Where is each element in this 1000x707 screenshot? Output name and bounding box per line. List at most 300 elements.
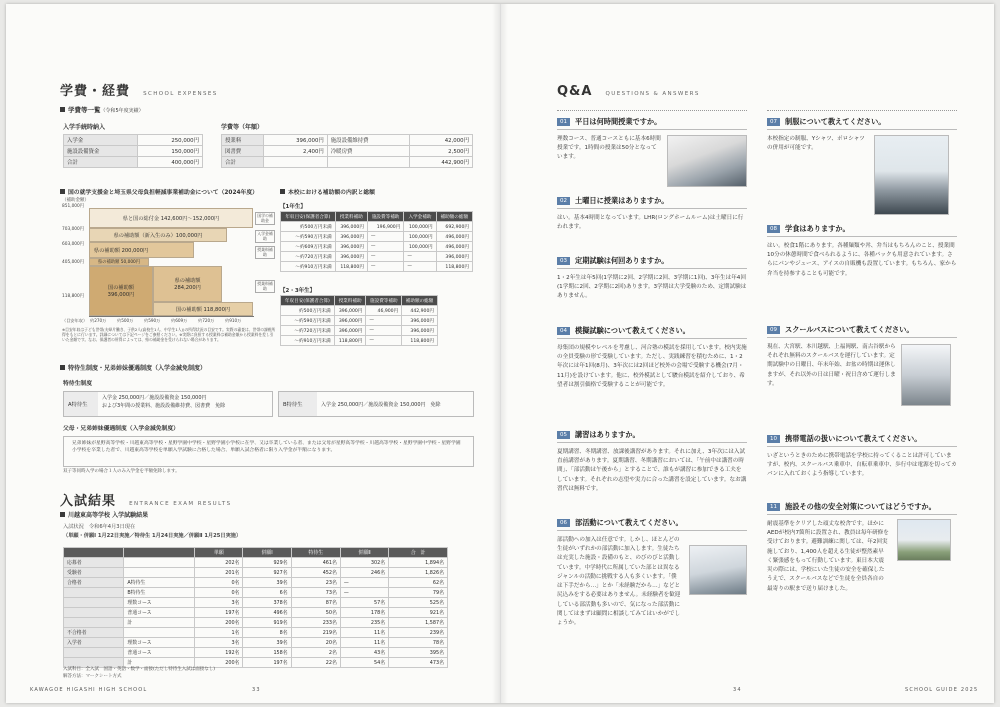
table-cell: — [404, 252, 436, 262]
table-cell: 100,000円 [404, 222, 436, 232]
table-cell: — [367, 232, 403, 242]
table-cell: 302名 [340, 558, 388, 568]
qa-number: 10 [767, 435, 780, 443]
qa-question: 土曜日に授業はありますか。 [575, 196, 669, 205]
school-building-photo [897, 519, 951, 561]
table-cell: 396,000円 [334, 326, 366, 336]
square-bullet-icon [280, 189, 285, 194]
exam-date2: （単願・併願Ⅰ 1月22日実施／特待生 1月24日実施／併願Ⅱ 1月25日実施） [63, 533, 242, 539]
table-cell: 11名 [340, 628, 388, 638]
table-cell: B特待生 [124, 588, 195, 598]
qa-question: 施設その他の安全対策についてはどうですか。 [785, 502, 936, 511]
chart-x-axis [89, 316, 254, 317]
table-cell: — [367, 252, 403, 262]
table-cell: 1名 [195, 628, 243, 638]
table-cell: 授業料 [222, 135, 264, 146]
table-cell: 〜約720万円未満 [281, 252, 336, 262]
scholar-a-text1: 入学金 250,000円／施設設備資金 150,000円 [102, 395, 207, 401]
page-number-left: 33 [252, 687, 261, 693]
qa-question: 平日は何時間授業ですか。 [575, 117, 662, 126]
table-cell: 100,000円 [404, 242, 436, 252]
exam-heading [60, 490, 231, 509]
table-row [64, 658, 448, 668]
qa-question: 模擬試験について教えてください。 [575, 326, 690, 335]
table-cell [264, 157, 327, 168]
table-cell: 1,826名 [389, 568, 448, 578]
exam-note2: 解答方法：マークシート方式 [63, 674, 122, 679]
table-cell [64, 588, 124, 598]
table-cell: 396,000円 [335, 222, 367, 232]
qa-question: 携帯電話の扱いについて教えてください。 [785, 434, 922, 443]
admission-heading: 入学手続時納入 [63, 124, 106, 131]
table-cell: 525名 [389, 598, 448, 608]
qa-number: 03 [557, 257, 570, 265]
ytick: 703,000円 [62, 227, 85, 232]
table-cell: 8名 [243, 628, 291, 638]
qa-question: 部活動について教えてください。 [575, 518, 683, 527]
xtick: 約720万 [198, 318, 215, 323]
table-header: 単願 [195, 548, 243, 558]
table-cell: 396,000円 [436, 252, 472, 262]
qa-answer: 母集団の規模やレベルを考慮し、河合塾の模試を採用しています。校内実施の全員受験の形で受験しています。ただし、実践練習を積むために、1・2年次には年1回(8月)、3年次には2回ほど校外の会場で受験する機会(7月・11月)を設けています。他に、校外模試として駿台模試を紹介しており、希望者は割引価格で受験することが可能です。 [557, 345, 747, 388]
table-cell: — [367, 242, 403, 252]
table-header: 合 計 [389, 548, 448, 558]
chart-bar: 県の補助額 200,000円 [89, 242, 194, 258]
table-cell: 158名 [243, 648, 291, 658]
table-cell: 〜約590万円未満 [281, 316, 335, 326]
chart-bar: 国の補助額 396,000円 [89, 266, 153, 316]
qa-question: スクールバスについて教えてください。 [785, 325, 914, 334]
xtick: 約609万 [171, 318, 188, 323]
table-cell: 43名 [340, 648, 388, 658]
chart-ylabel: （補助金額） [62, 198, 89, 203]
table-row [64, 568, 448, 578]
table-cell: 396,000円 [334, 306, 366, 316]
ytick: 118,800円 [62, 294, 85, 299]
table-cell: 396,000円 [334, 316, 366, 326]
table-cell: 692,900円 [436, 222, 472, 232]
chart-x-ticks [62, 318, 276, 324]
table-cell: 396,000円 [264, 135, 327, 146]
table-row [64, 135, 203, 146]
table-row [281, 326, 438, 336]
scholar-a-text2: および3年間の授業料、施設設備維持費、図書費 免除 [102, 402, 226, 409]
qa-item-10 [767, 434, 957, 480]
table-row [281, 316, 438, 326]
exam-results-table [63, 547, 448, 668]
table-cell: 〜約590万円未満 [281, 232, 336, 242]
table-cell: 496名 [243, 608, 291, 618]
table-cell: 受験者 [64, 568, 124, 578]
table-row [281, 232, 473, 242]
table-header: 年収目安(保護者合算) [281, 296, 335, 306]
table-cell: 79名 [389, 588, 448, 598]
table-header: 併願Ⅰ [243, 548, 291, 558]
table-cell: 図書費 [222, 146, 264, 157]
qa-answer: はい。校食1階にあります。各種麺類や丼、弁当はもちろんのこと、授業間10分の休憩時間で食べられるように、各種パックも用意されています。さらにパンやジュース、アイスの自販機も設置しています。もちろん、家から弁当を持参することも可能です。 [767, 243, 957, 277]
table-cell: — [340, 578, 388, 588]
square-bullet-icon [60, 512, 65, 517]
table-cell: 23名 [291, 578, 340, 588]
table-cell: — [367, 262, 403, 272]
qa-item-05 [557, 430, 747, 494]
table-cell: 施設設備資金 [64, 146, 138, 157]
exam-date1: 入試状況 令和6年4月3日現在 [63, 524, 136, 530]
qa-answer-part1: 部活動への加入は任意です。しかし、ほとんどの生徒がいずれかの部活動に加入します。生徒たちは充実した施設・設備のもと、のびのびと活動しています。中学時代に所属していた部とは異なるジャンルの活動に挑戦する人も多くいます。「僕は下手だから…」とか「未経験だから…」などと尻込みをする必要はありません。未経験者を歓迎している部活動も多いので、気になった部活動に関してはまずは顧問に相談してみてはいかがでしょうか。 [557, 537, 681, 626]
table-cell: 計 [124, 658, 195, 668]
table-cell: 378名 [243, 598, 291, 608]
table-cell: 233名 [291, 618, 340, 628]
table-row [64, 608, 448, 618]
table-cell: 〜約910万円未満 [281, 262, 336, 272]
qa-item-04 [557, 326, 747, 390]
ytick: 405,000円 [62, 260, 85, 265]
qa-item-03 [557, 256, 747, 302]
table-cell: 919名 [243, 618, 291, 628]
table-cell: 197名 [195, 608, 243, 618]
scholar-b-box [278, 391, 474, 417]
qa-answer: 現在、大宮駅、本川越駅、上福岡駅、南古谷駅からそれぞれ無料のスクールバスを運行しています。定期試験中の日曜日、年末年始、お盆の時期は運休しますが、それ以外の日は日曜・祝日含めて運行します。 [767, 344, 896, 387]
sibling-heading: 父母・兄弟姉妹優遇制度（入学金減免制度） [63, 426, 179, 432]
qa-answer: 理数コース、普通コースともに基本6時間授業です。1時間の授業は50分となっています。 [557, 136, 661, 161]
chart-bar: 県の補助額（新入生のみ）100,000円 [89, 228, 227, 242]
table-header: 授業料補助 [334, 296, 366, 306]
xlabel: （目安年収） [62, 318, 88, 323]
table-cell: 42,000円 [409, 135, 472, 146]
ytick: 851,000円 [62, 204, 85, 209]
table-cell: 合計 [222, 157, 264, 168]
scholar-b-text: 入学金 250,000円／施設設備資金 150,000円 免除 [321, 401, 441, 408]
breakdown-table-2-3-year [280, 295, 438, 346]
table-cell: 929名 [243, 558, 291, 568]
breakdown-heading: 本校における補助額の内訳と総額 [280, 187, 375, 196]
table-cell: — [366, 316, 402, 326]
scholar-b-label: B特待生 [279, 392, 317, 416]
table-cell [64, 598, 124, 608]
table-cell: 396,000円 [402, 316, 438, 326]
table-cell: 87名 [291, 598, 340, 608]
table-cell: 0名 [195, 588, 243, 598]
table-cell: 442,900円 [409, 157, 472, 168]
table-cell: 入学金 [64, 135, 138, 146]
qa-number: 04 [557, 327, 570, 335]
table-cell: 入学者 [64, 638, 124, 648]
table-cell: 計 [124, 618, 195, 628]
table-cell [64, 618, 124, 628]
table-row [64, 628, 448, 638]
qa-divider [557, 110, 747, 111]
table-header: 補助額の総額 [436, 212, 472, 222]
table-row [222, 146, 473, 157]
table-row [281, 336, 438, 346]
support-heading: 国の就学支援金と埼玉県父母負担軽減事業補助金について（2024年度） [60, 187, 258, 196]
table-row [64, 638, 448, 648]
table-cell: 普通コース [124, 608, 195, 618]
sibling-text: 兄弟姉妹が星野高等学校・川越東高等学校・星野学園中学校・星野学園小学校に在学、又は卒業している者、または父母が星野高等学校・川越高等学校・星野学園中学校・星野学園小学校を卒業した者で、川越東高等学校を単願入学試験に合格した場合、単願入試合格者に限り入学金が半額になります。 [63, 436, 474, 467]
table-row [64, 618, 448, 628]
table-cell [124, 568, 195, 578]
qa-number: 05 [557, 431, 570, 439]
qa-number: 07 [767, 118, 780, 126]
table-cell: 22名 [291, 658, 340, 668]
support-chart [62, 204, 276, 326]
table-cell: 39名 [243, 578, 291, 588]
table-cell: 11名 [340, 638, 388, 648]
table-cell: — [404, 262, 436, 272]
scholar-sub: 特待生制度 [63, 381, 92, 387]
table-cell: 400,000円 [137, 157, 202, 168]
square-bullet-icon [60, 189, 65, 194]
table-header: 入学金補助 [404, 212, 436, 222]
breakdown-table-first-year [280, 211, 473, 272]
club-activity-photo [689, 545, 747, 595]
page-left [6, 4, 500, 703]
table-cell: 57名 [340, 598, 388, 608]
sibling-note: 双子等同時入学の場合１人のみ入学金を半額免除します。 [63, 469, 180, 474]
xtick: 約270万 [90, 318, 107, 323]
table-cell: 1,587名 [389, 618, 448, 628]
table-cell [64, 608, 124, 618]
table-row [64, 588, 448, 598]
table-cell: 20名 [291, 638, 340, 648]
table-cell: 73名 [291, 588, 340, 598]
table-row [281, 306, 438, 316]
chart-bar: 県と国の総付金 142,600円〜152,000円 [89, 208, 253, 228]
footer-school: KAWAGOE HIGASHI HIGH SCHOOL [30, 687, 148, 693]
table-row [64, 598, 448, 608]
qa-number: 09 [767, 326, 780, 334]
table-cell: 461名 [291, 558, 340, 568]
qa-question: 制服について教えてください。 [785, 117, 886, 126]
table-cell: 396,000円 [335, 242, 367, 252]
table-row [64, 157, 203, 168]
table-cell: 395名 [389, 648, 448, 658]
table-row [281, 222, 473, 232]
brochure-spread [6, 4, 994, 703]
table-row [222, 157, 473, 168]
table-row [64, 558, 448, 568]
table-cell: 2,400円 [264, 146, 327, 157]
exam-note1: 入試科目：全入試 国語・英語・数学・面接(ただし特待生入試は面接なし) [63, 667, 216, 672]
table-cell: 396,000円 [402, 326, 438, 336]
table-cell: 219名 [291, 628, 340, 638]
table-cell: 54名 [340, 658, 388, 668]
table-cell [64, 648, 124, 658]
table-cell: 3名 [195, 638, 243, 648]
table-cell: 6名 [243, 588, 291, 598]
table-row [281, 262, 473, 272]
table-cell: 118,800円 [402, 336, 438, 346]
scholar-heading: 特待生制度・兄弟姉妹優遇制度（入学金減免制度） [60, 363, 206, 372]
table-cell: 396,000円 [335, 252, 367, 262]
table-cell: 46,900円 [366, 306, 402, 316]
xtick: 約910万 [225, 318, 242, 323]
table-cell: 473名 [389, 658, 448, 668]
table-cell: 〜約609万円未満 [281, 242, 336, 252]
table-cell: 理数コース [124, 638, 195, 648]
breakdown-sub1: 【1年生】 [280, 204, 306, 210]
classroom-photo [667, 135, 747, 187]
table-cell: 約500万円未満 [281, 306, 335, 316]
table-cell: 235名 [340, 618, 388, 628]
qa-item-08 [767, 224, 957, 279]
table-cell: 〜約720万円未満 [281, 326, 335, 336]
table-cell: A特待生 [124, 578, 195, 588]
scholar-a-label: A特待生 [64, 392, 98, 416]
chart-side-label: 授業料補助 [255, 280, 275, 293]
ytick: 603,000円 [62, 242, 85, 247]
table-cell: 合計 [64, 157, 138, 168]
table-cell: 201名 [195, 568, 243, 578]
table-row [281, 252, 473, 262]
chart-side-label: 入学金補助 [255, 230, 275, 243]
square-bullet-icon [60, 365, 65, 370]
table-cell: 62名 [389, 578, 448, 588]
table-cell: 3名 [195, 598, 243, 608]
table-header: 年収目安(保護者合算) [281, 212, 336, 222]
table-cell: 200名 [195, 658, 243, 668]
table-cell: 239名 [389, 628, 448, 638]
table-cell: 200名 [195, 618, 243, 628]
table-cell: 合格者 [64, 578, 124, 588]
chart-side-label: 国学の補助金 [255, 212, 275, 225]
page-right [500, 4, 994, 703]
table-header: 特待生 [291, 548, 340, 558]
table-header: 補助額の総額 [402, 296, 438, 306]
xtick: 約500万 [117, 318, 134, 323]
table-cell: 2名 [291, 648, 340, 658]
table-cell: 496,000円 [436, 242, 472, 252]
admission-fee-table [63, 134, 203, 168]
qa-answer: 耐震基準をクリアした頑丈な校舎です。ほかにAEDが校内7箇所に設置され、教員は毎年研修を受けております。避難訓練に関しては、年2回実施しており、1,400人を超える生徒が整然素早く緊張感をもって行動しています。東日本大震災の際には、学校にいた生徒の安全を確保したうえで、スクールバスなどで生徒を全員各自の最寄りの駅まで送り届けました。 [767, 521, 889, 592]
table-cell: 178名 [340, 608, 388, 618]
chart-bar: 県の補助額 50,000円 [89, 258, 149, 266]
chart-side-label: 授業料補助 [255, 246, 275, 259]
table-cell: 118,800円 [334, 336, 366, 346]
qa-answer: いざというときのために携帯電話を学校に持ってくることは許可していますが、校内、スクールバス乗車中、自転車乗車中、歩行中は電源を切ってカバンに入れておくよう指導しています。 [767, 453, 957, 478]
qa-title: Q&A [557, 84, 593, 99]
exam-title: 入試結果 [60, 494, 117, 509]
table-cell: 応募者 [64, 558, 124, 568]
table-header: 施設費等補助 [367, 212, 403, 222]
expenses-title-en: SCHOOL EXPENSES [143, 91, 218, 97]
fees-heading: 学費等一覧（令和5年度実績） [60, 105, 144, 114]
qa-number: 02 [557, 197, 570, 205]
qa-number: 01 [557, 118, 570, 126]
table-cell: 192名 [195, 648, 243, 658]
table-cell [64, 658, 124, 668]
table-cell: 78名 [389, 638, 448, 648]
qa-question: 定期試験は何回ありますか。 [575, 256, 669, 265]
expenses-title: 学費・経費 [60, 84, 131, 99]
chart-notes: ※目安年収は子ども世帯(夫婦片働き、子供2人(高校生1人、中学生1人))の所得状況の目安です。実際の審査は、世帯の課税所得をもとに行います。詳細については下記ページをご参照ください。※実際に負担する授業料は補助金額から授業料を差し引いた金額です。なお、保護者の所得によっては、県の補助金を受けられない場合があります。 [62, 327, 276, 342]
footer-guide: SCHOOL GUIDE 2025 [905, 687, 979, 693]
qa-answer: 本校指定の制服、Yシャツ、ポロシャツの併用が可能です。 [767, 136, 865, 152]
table-cell: 39名 [243, 638, 291, 648]
table-cell: 921名 [389, 608, 448, 618]
qa-number: 08 [767, 225, 780, 233]
qa-question: 講習はありますか。 [575, 430, 640, 439]
table-header: 併願Ⅱ [340, 548, 388, 558]
qa-number: 06 [557, 519, 570, 527]
table-cell [124, 628, 195, 638]
table-cell: 197名 [243, 658, 291, 668]
table-cell: 普通コース [124, 648, 195, 658]
table-cell: 196,900円 [367, 222, 403, 232]
table-cell: — [366, 336, 402, 346]
table-cell: 118,800円 [335, 262, 367, 272]
table-cell: 452名 [291, 568, 340, 578]
table-row [64, 648, 448, 658]
exam-sub: 川越東高等学校 入学試験結果 [60, 510, 148, 519]
qa-heading [557, 80, 700, 99]
breakdown-sub2: 【2・3年生】 [280, 288, 316, 294]
page-number-right: 34 [733, 687, 742, 693]
table-cell: 246名 [340, 568, 388, 578]
school-bus-photo [901, 344, 951, 406]
table-cell: 396,000円 [335, 232, 367, 242]
table-cell [327, 157, 409, 168]
qa-number: 11 [767, 503, 780, 511]
chart-bar: 国の補助額 118,800円 [153, 302, 253, 316]
expenses-heading [60, 80, 218, 99]
qa-item-02 [557, 196, 747, 232]
scholar-a-box [63, 391, 273, 417]
table-cell: 冷暖房費 [327, 146, 409, 157]
xtick: 約590万 [144, 318, 161, 323]
qa-question: 学食はありますか。 [785, 224, 850, 233]
table-header [124, 548, 195, 558]
annual-fee-table [221, 134, 473, 168]
table-cell: 250,000円 [137, 135, 202, 146]
qa-answer: はい。基本4時間となっています。LHR(ロングホームルーム)は土曜日に行われます。 [557, 215, 744, 231]
table-header: 施設費等補助 [366, 296, 402, 306]
exam-title-en: ENTRANCE EXAM RESULTS [129, 501, 232, 507]
table-cell: 施設設備維持費 [327, 135, 409, 146]
qa-divider [767, 110, 957, 111]
table-cell: 202名 [195, 558, 243, 568]
qa-title-en: QUESTIONS & ANSWERS [605, 91, 700, 97]
table-cell [124, 558, 195, 568]
table-cell: 不合格者 [64, 628, 124, 638]
table-cell: 理数コース [124, 598, 195, 608]
table-cell: 496,000円 [436, 232, 472, 242]
table-cell: 927名 [243, 568, 291, 578]
table-cell: 118,800円 [436, 262, 472, 272]
table-cell: 0名 [195, 578, 243, 588]
uniform-photo [874, 135, 949, 215]
table-cell: — [366, 326, 402, 336]
table-row [222, 135, 473, 146]
table-row [64, 146, 203, 157]
table-cell: 150,000円 [137, 146, 202, 157]
table-cell: 約500万円未満 [281, 222, 336, 232]
table-cell: 1,894名 [389, 558, 448, 568]
table-cell: — [340, 588, 388, 598]
table-row [281, 242, 473, 252]
table-cell: 50名 [291, 608, 340, 618]
table-cell: 2,500円 [409, 146, 472, 157]
table-header [64, 548, 124, 558]
qa-answer: 1・2年生は年5回(1学期に2回、2学期に2回、3学期に1回)、3年生は年4回(1学期に2回、2学期に2回)あります。3学期は大学受験のため、定期試験はありません。 [557, 275, 747, 300]
chart-bar: 県の補助額 284,200円 [153, 266, 222, 302]
table-cell: 〜約910万円未満 [281, 336, 335, 346]
table-row [64, 578, 448, 588]
qa-answer: 夏期講習、冬期講習、放課後講習があります。それに加え、3年次には入試直前講習があります。夏期講習、冬期講習においては、「午前中は講習の時間」、「部活動は午後から」とすることで、誰もが講習に参加できる工夫をしています。それぞれの志望や実力に合った講習を設定しています。なお講習代は無料です。 [557, 449, 747, 492]
table-cell: 442,900円 [402, 306, 438, 316]
table-header: 授業料補助 [335, 212, 367, 222]
table-cell: 100,000円 [404, 232, 436, 242]
